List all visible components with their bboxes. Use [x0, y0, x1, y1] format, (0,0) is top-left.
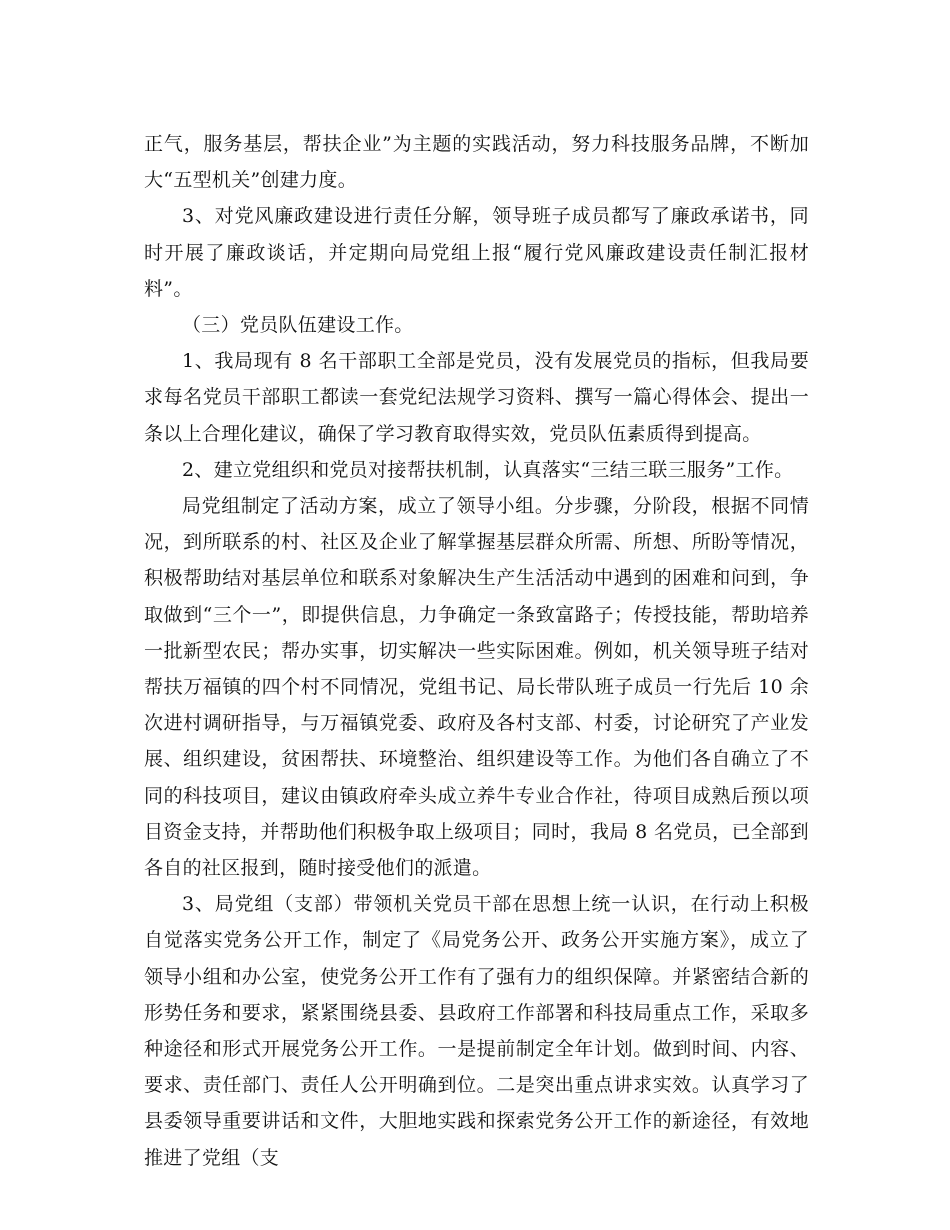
paragraph-activity-plan: 局党组制定了活动方案，成立了领导小组。分步骤，分阶段，根据不同情况，到所联系的村、社区及企业了解掌握基层群众所需、所想、所盼等情况，积极帮助结对基层单位和联系对象解决生产生活活动中遇到的困难和问到，争取做到“三个一”，即提供信息，力争确定一条致富路子；传授技能，帮助培养一批新型农民；帮办实事，切实解决一些实际困难。例如，机关领导班子结对帮扶万福镇的四个村不同情况，党组书记、局长带队班子成员一行先后 10 余次进村调研指导，与万福镇党委、政府及各村支部、村委，讨论研究了产业发展、组织建设，贫困帮扶、环境整治、组织建设等工作。为他们各自确立了不同的科技项目，建议由镇政府牵头成立养牛专业合作社，待项目成熟后预以项目资金支持，并帮助他们积极争取上级项目；同时，我局 8 名党员，已全部到各自的社区报到，随时接受他们的派遣。	[144, 495, 809, 880]
paragraph-item-3-affairs-disclosure: 3、局党组（支部）带领机关党员干部在思想上统一认识，在行动上积极自觉落实党务公开工作，制定了《局党务公开、政务公开实施方案》，成立了领导小组和办公室，使党务公开工作有了强有力的组织保障。并紧密结合新的形势任务和要求，紧紧围绕县委、县政府工作部署和科技局重点工作，采取多种途径和形式开展党务公开工作。一是提前制定全年计划。做到时间、内容、要求、责任部门、责任人公开明确到位。二是突出重点讲求实效。认真学习了县委领导重要讲话和文件，大胆地实践和探索党务公开工作的新途径，有效地推进了党组（支	[144, 893, 809, 1169]
paragraph-item-1-members: 1、我局现有 8 名干部职工全部是党员，没有发展党员的指标，但我局要求每名党员干部职工都读一套党纪法规学习资料、撰写一篇心得体会、提出一条以上合理化建议，确保了学习教育取得实效，党员队伍素质得到提高。	[144, 350, 809, 445]
paragraph-item-2-mechanism: 2、建立党组织和党员对接帮扶机制，认真落实“三结三联三服务”工作。	[182, 458, 794, 481]
document-body	[144, 126, 809, 1176]
paragraph-continuation: 正气，服务基层，帮扶企业”为主题的实践活动，努力科技服务品牌，不断加大“五型机关”创建力度。	[144, 133, 809, 192]
paragraph-item-3-integrity: 3、对党风廉政建设进行责任分解，领导班子成员都写了廉政承诺书，同时开展了廉政谈话，并定期向局党组上报“履行党风廉政建设责任制汇报材料”。	[144, 205, 809, 300]
section-heading-party-members: （三）党员队伍建设工作。	[182, 314, 414, 337]
